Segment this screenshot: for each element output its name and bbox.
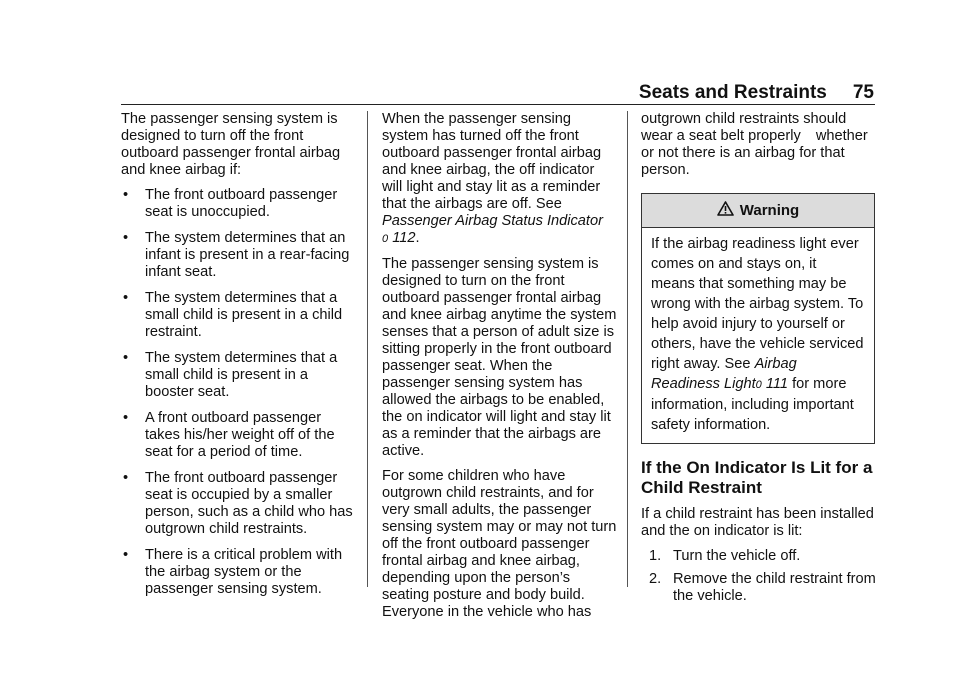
bullet-text: The front outboard passenger seat is occupied by a smaller person, such as a child who has outgrown child restraints. — [145, 470, 353, 537]
intro-paragraph: The passenger sensing system is designed to turn off the front outboard passenger frontal airbag and knee airbag if: — [121, 111, 341, 178]
paragraph — [382, 111, 617, 248]
page-ref-icon: 0 — [382, 233, 389, 245]
xref-link[interactable]: Airbag Readiness Light — [651, 356, 797, 392]
bullet-item — [121, 187, 356, 221]
bullet-item — [121, 350, 356, 401]
paragraph-text: When the passenger sensing system has turned off the front outboard passenger frontal airbag and knee airbag, the off indicator will light and stay lit as a reminder that the airbags are off. See — [382, 111, 602, 212]
page-number: 75 — [852, 82, 874, 103]
xref-page[interactable]: 112 — [392, 230, 416, 246]
warning-header — [642, 194, 874, 228]
bullet-text: The system determines that a small child is present in a child restraint. — [145, 290, 343, 340]
bullet-item — [121, 410, 356, 461]
bullet-dot: • — [123, 470, 129, 486]
step-number: 2. — [649, 571, 662, 587]
bullet-dot: • — [123, 187, 129, 203]
paragraph-text: outgrown child restraints should wear a seat belt properly — [641, 111, 847, 144]
bullet-text: The system determines that a small child is present in a booster seat. — [145, 350, 338, 400]
page-ref-icon: 0 — [755, 379, 762, 391]
warning-box — [641, 193, 875, 444]
column-middle — [382, 111, 617, 629]
column-divider — [627, 111, 628, 587]
header-rule — [121, 104, 875, 105]
column-right — [641, 111, 877, 611]
paragraph-text: whether or not there is an airbag for that person. — [641, 128, 868, 178]
step-number: 1. — [649, 548, 662, 564]
xref-link[interactable]: Passenger Airbag Status Indicator — [382, 213, 603, 229]
xref-page[interactable]: 111 — [765, 376, 789, 392]
bullet-text: There is a critical problem with the airbag system or the passenger sensing system. — [145, 547, 343, 597]
bullet-item — [121, 470, 356, 538]
step-item — [641, 548, 877, 565]
paragraph: For some children who have outgrown child restraints, and for very small adults, the passenger sensing system may or may not turn off the front outboard passenger frontal airbag and knee airbag, depending upon the person’s seating posture and body build. Everyone in the vehicle who has — [382, 468, 617, 620]
bullet-text: The system determines that an infant is present in a rear-facing infant seat. — [145, 230, 350, 280]
warning-title: Warning — [739, 202, 800, 219]
paragraph — [641, 111, 877, 179]
section-title: Seats and Restraints — [638, 82, 827, 103]
warning-text: for more information, including important safety information. — [651, 376, 854, 433]
column-left — [121, 111, 356, 607]
bullet-text: The front outboard passenger seat is unoccupied. — [145, 187, 338, 220]
bullet-dot: • — [123, 350, 129, 366]
bullet-dot: • — [123, 547, 129, 563]
bullet-item — [121, 547, 356, 598]
paragraph: The passenger sensing system is designed to turn on the front outboard passenger frontal airbag and knee airbag anytime the system senses that a person of adult size is sitting properly in the front outboard passenger seat. When the passenger sensing system has allowed the airbags to be enabled, the on indicator will light and stay lit as a reminder that the airbags are active. — [382, 256, 617, 459]
step-item — [641, 571, 877, 605]
paragraph-end: . — [415, 230, 420, 246]
bullet-dot: • — [123, 230, 129, 246]
bullet-text: A front outboard passenger takes his/her weight off of the seat for a period of time. — [145, 410, 335, 460]
bullet-item — [121, 230, 356, 281]
bullet-dot: • — [123, 410, 129, 426]
page-header — [0, 82, 874, 104]
warning-icon — [717, 195, 734, 228]
bullet-item — [121, 290, 356, 341]
bullet-dot: • — [123, 290, 129, 306]
step-text: Turn the vehicle off. — [673, 548, 801, 564]
warning-body — [642, 228, 874, 443]
column-divider — [367, 111, 368, 587]
paragraph: If a child restraint has been installed and the on indicator is lit: — [641, 506, 874, 539]
section-heading: If the On Indicator Is Lit for a Child Restraint — [641, 458, 873, 497]
warning-text: If the airbag readiness light ever comes on and stays on, it means that something may be wrong with the airbag system. To help avoid injury to yourself or others, have the vehicle serviced right away. See — [651, 236, 864, 372]
step-text: Remove the child restraint from the vehicle. — [673, 571, 876, 604]
